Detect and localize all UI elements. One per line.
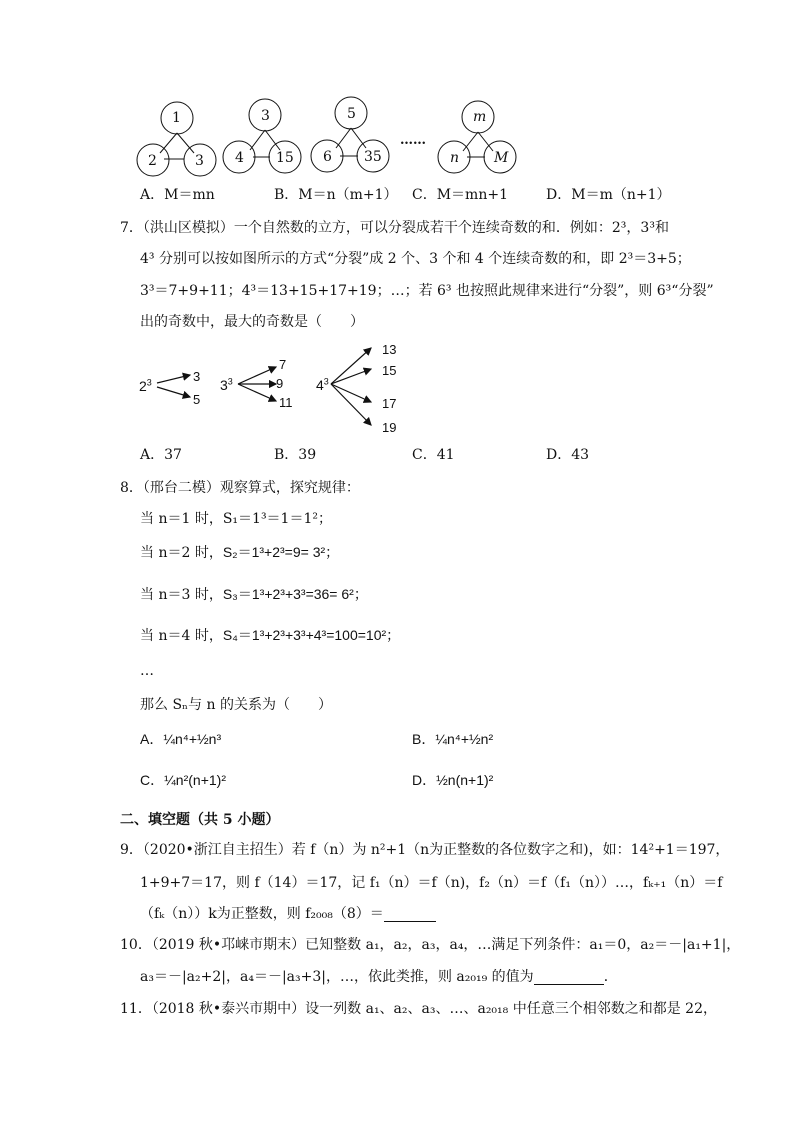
q6-t1-right: 3 <box>195 153 204 169</box>
q6-t4-right: M <box>494 150 509 166</box>
q6-t2-top: 3 <box>261 108 270 124</box>
q7-split-4-a: 13 <box>382 342 397 357</box>
q8-option-b[interactable]: B．¼n⁴+½n² <box>412 731 494 747</box>
q6-t1-top: 1 <box>172 110 181 126</box>
q6-option-b[interactable]: B．M＝n（m+1） <box>274 187 398 203</box>
q6-t4-left: n <box>450 150 460 166</box>
q6-t3-top: 5 <box>347 106 356 122</box>
q8-option-a[interactable]: A．¼n⁴+½n³ <box>140 731 222 747</box>
q6-t3-right: 35 <box>364 149 382 165</box>
q6-ellipsis: …… <box>400 133 426 148</box>
q7-split-2-b: 5 <box>193 392 201 407</box>
q6-t1-left: 2 <box>148 153 157 169</box>
q8-option-d[interactable]: D．½n(n+1)² <box>412 772 494 788</box>
q11-line-1: 11．（2018 秋•泰兴市期中）设一列数 a₁、a₂、a₃、…、a₂₀₁₈ 中任意三个相邻数之和都是 22， <box>120 1001 717 1017</box>
q7-split-3-c: 11 <box>279 395 293 410</box>
q7-option-d[interactable]: D．43 <box>546 447 590 463</box>
q10-line-1: 10．（2019 秋•邛崃市期末）已知整数 a₁，a₂，a₃，a₄，…满足下列条件：a₁＝0，a₂＝－|a₁+1|， <box>120 937 741 953</box>
q7-line-1: 7．（洪山区模拟）一个自然数的立方，可以分裂成若干个连续奇数的和．例如：2³，3³和 <box>120 220 669 236</box>
q9-line-1: 9．（2020•浙江自主招生）若 f（n）为 n²+1（n为正整数的各位数字之和)，如：14²+1＝197， <box>120 842 730 858</box>
q7-option-b[interactable]: B．39 <box>274 447 317 463</box>
q6-t2-right: 15 <box>276 150 294 166</box>
q7-base-4: $4^3$ <box>316 376 329 393</box>
q6-option-a[interactable]: A．M＝mn <box>140 187 215 203</box>
q7-option-a[interactable]: A．37 <box>140 447 182 463</box>
q8-title: 8．（邢台二模）观察算式，探究规律： <box>120 480 360 496</box>
q7-base-2: $2^3$ <box>139 377 152 394</box>
q6-option-d[interactable]: D．M＝m（n+1） <box>546 187 671 203</box>
q6-t4-top: m <box>473 109 487 125</box>
q6-t2-left: 4 <box>235 150 244 166</box>
q9-line-3: （fₖ（n））k为正整数，则 f₂₀₀₈（8）＝ <box>140 907 436 922</box>
q8-ellipsis: … <box>140 663 154 679</box>
q8-row-2: 当 n＝2 时，S₂＝1³+2³=9= 3²； <box>140 544 340 561</box>
q7-base-3: $3^3$ <box>220 376 233 393</box>
q10-answer-blank[interactable] <box>534 970 604 985</box>
q8-row-3: 当 n＝3 时，S₃＝1³+2³+3³=36= 6²； <box>140 586 368 603</box>
q7-split-4-d: 19 <box>382 420 397 435</box>
q7-split-2-a: 3 <box>193 369 201 384</box>
q10-line-2: a₃＝－|a₂+2|，a₄＝－|a₃+3|，…，依此类推，则 a₂₀₁₉ 的值为 ． <box>140 969 618 985</box>
q7-split-4-b: 15 <box>382 363 397 378</box>
q8-option-c[interactable]: C．¼n²(n+1)² <box>140 772 226 788</box>
q8-question: 那么 Sₙ与 n 的关系为（ ） <box>140 697 333 713</box>
section-2-heading: 二、填空题（共 5 小题） <box>120 812 280 828</box>
q6-option-c[interactable]: C．M＝mn+1 <box>412 187 508 203</box>
q8-row-4: 当 n＝4 时，S₄＝1³+2³+3³+4³=100=10²； <box>140 627 401 644</box>
q8-row-1: 当 n＝1 时，S₁＝1³＝1＝1²； <box>140 511 332 527</box>
q7-split-4-c: 17 <box>382 396 397 411</box>
q7-line-4: 出的奇数中，最大的奇数是（ ） <box>140 314 364 330</box>
q9-line-2: 1+9+7＝17，则 f（14）＝17，记 f₁（n）＝f（n)，f₂（n）＝f（f₁（n））…，fₖ₊₁（n）＝f <box>140 875 723 891</box>
q7-line-3: 3³＝7+9+11；4³＝13+15+17+19；…；若 6³ 也按照此规律来进行“分裂”，则 6³“分裂” <box>140 283 714 299</box>
q7-split-3-b: 9 <box>276 376 284 391</box>
q7-line-2: 4³ 分别可以按如图所示的方式“分裂”成 2 个、3 个和 4 个连续奇数的和，即 2³＝3+5； <box>140 251 691 267</box>
q7-split-3-a: 7 <box>279 357 287 372</box>
q6-t3-left: 6 <box>323 149 332 165</box>
q7-option-c[interactable]: C．41 <box>412 447 455 463</box>
q9-answer-blank[interactable] <box>384 907 436 922</box>
